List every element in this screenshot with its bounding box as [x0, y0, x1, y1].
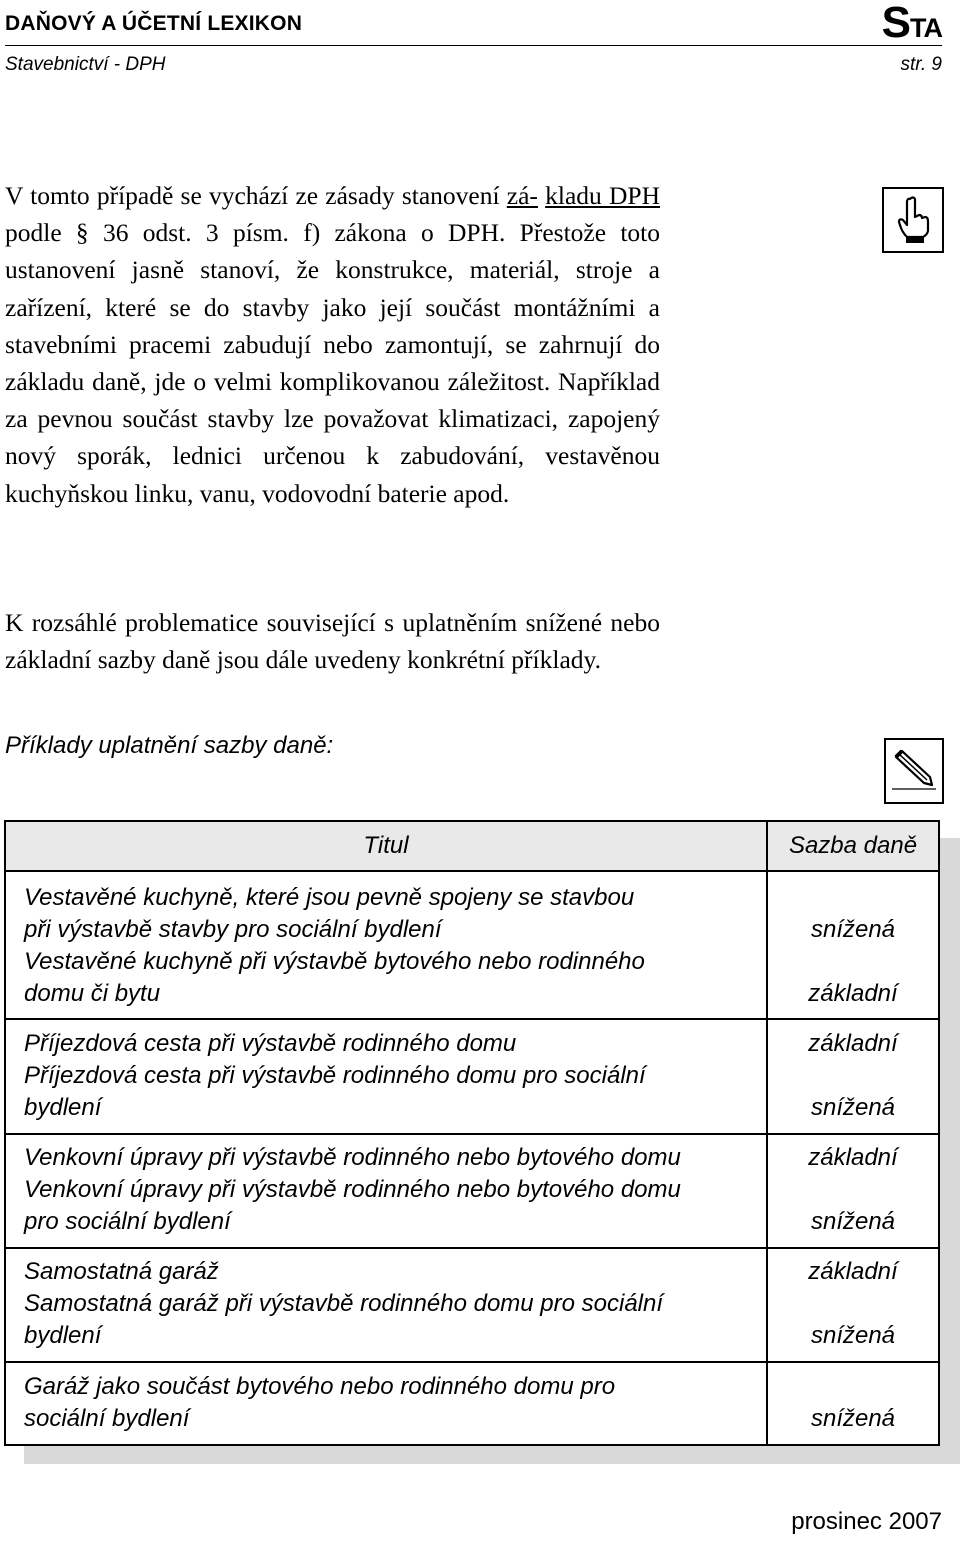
sazba-line: základní [808, 1030, 898, 1057]
sazba-line: snížená [810, 1094, 896, 1121]
titul-line: Venkovní úpravy při výstavbě rodinného nebo bytového domu [24, 1176, 681, 1203]
titul-line: Samostatná garáž při výstavbě rodinného domu pro sociální [24, 1290, 664, 1317]
page-number: str. 9 [900, 54, 942, 75]
titul-line: bydlení [24, 1094, 102, 1121]
row-titul [24, 882, 759, 1010]
p1-text-a: V tomto případě se vychází ze zásady stanovení [5, 181, 507, 210]
row-sazba [768, 882, 938, 1010]
titul-line: Venkovní úpravy při výstavbě rodinného nebo bytového domu [24, 1144, 681, 1171]
sazba-line: snížená [810, 1322, 896, 1349]
titul-line: Garáž jako součást bytového nebo rodinného domu pro [24, 1373, 616, 1400]
sazba-line: snížená [810, 1405, 896, 1432]
row-titul [24, 1142, 759, 1238]
titul-line: Příjezdová cesta při výstavbě rodinného domu pro sociální [24, 1062, 646, 1089]
sazba-line: základní [808, 980, 898, 1007]
tax-rate-table [4, 820, 940, 1446]
titul-line: Příjezdová cesta při výstavbě rodinného domu [24, 1030, 517, 1057]
paragraph-intro [5, 177, 660, 512]
lexicon-title: DAŇOVÝ A ÚČETNÍ LEXIKON [5, 12, 303, 35]
sazba-line [768, 1288, 938, 1320]
row-separator [6, 1133, 938, 1135]
titul-line: Vestavěné kuchyně, které jsou pevně spojeny se stavbou [24, 884, 635, 911]
row-titul [24, 1028, 759, 1124]
row-sazba [768, 1371, 938, 1435]
titul-line: Samostatná garáž [24, 1258, 219, 1285]
row-separator [6, 1361, 938, 1363]
sazba-line [768, 1371, 938, 1403]
row-separator [6, 1018, 938, 1020]
pencil-icon [884, 738, 944, 804]
logo-small: TA [910, 13, 942, 43]
sazba-line: základní [808, 1144, 898, 1171]
examples-heading: Příklady uplatnění sazby daně: [5, 732, 334, 759]
sazba-line [768, 1174, 938, 1206]
p1-text-b: podle § 36 odst. 3 písm. f) zákona o DPH. Přestože toto ustanovení jasně stanoví, že konstrukce, materiál, stroje a zařízení, které se do stavby jako její součást montážními a stavebními pracemi zabudují nebo zamontují, se zahrnují do základu daně, jde o velmi komplikovanou záležitost. Například za pevnou součást stavby lze považovat klimatizaci, zapojený nový sporák, lednici určenou k zabudování, vestavěnou kuchyňskou linku, vanu, vodovodní baterie apod. [5, 218, 660, 508]
section-subtitle: Stavebnictví - DPH [5, 54, 166, 75]
footer-date: prosinec 2007 [791, 1508, 942, 1535]
logo-letter: S [881, 0, 910, 47]
titul-line: při výstavbě stavby pro sociální bydlení [24, 916, 442, 943]
sazba-line [768, 1060, 938, 1092]
column-header-titul: Titul [363, 832, 409, 859]
titul-line: sociální bydlení [24, 1405, 190, 1432]
pointing-hand-icon [882, 187, 944, 253]
row-separator [6, 1247, 938, 1249]
sazba-line [768, 946, 938, 978]
titul-line: Vestavěné kuchyně při výstavbě bytového nebo rodinného [24, 948, 645, 975]
row-sazba [768, 1256, 938, 1352]
row-titul [24, 1371, 759, 1435]
sazba-line: snížená [810, 1208, 896, 1235]
column-header-sazba: Sazba daně [788, 832, 918, 859]
p1-underlined-2: kladu DPH [545, 181, 661, 210]
row-sazba [768, 1028, 938, 1124]
sazba-line [768, 882, 938, 914]
header-rule [5, 45, 942, 46]
paragraph-examples-intro: K rozsáhlé problematice související s uplatněním snížené nebo základní sazby daně jsou dále uvedeny konkrétní příklady. [5, 608, 660, 675]
row-titul [24, 1256, 759, 1352]
titul-line: pro sociální bydlení [24, 1208, 231, 1235]
p1-underlined-1: zá- [506, 181, 538, 210]
titul-line: domu či bytu [24, 980, 161, 1007]
sta-logo [882, 0, 942, 48]
sazba-line: základní [808, 1258, 898, 1285]
row-sazba [768, 1142, 938, 1238]
titul-line: bydlení [24, 1322, 102, 1349]
sazba-line: snížená [810, 916, 896, 943]
